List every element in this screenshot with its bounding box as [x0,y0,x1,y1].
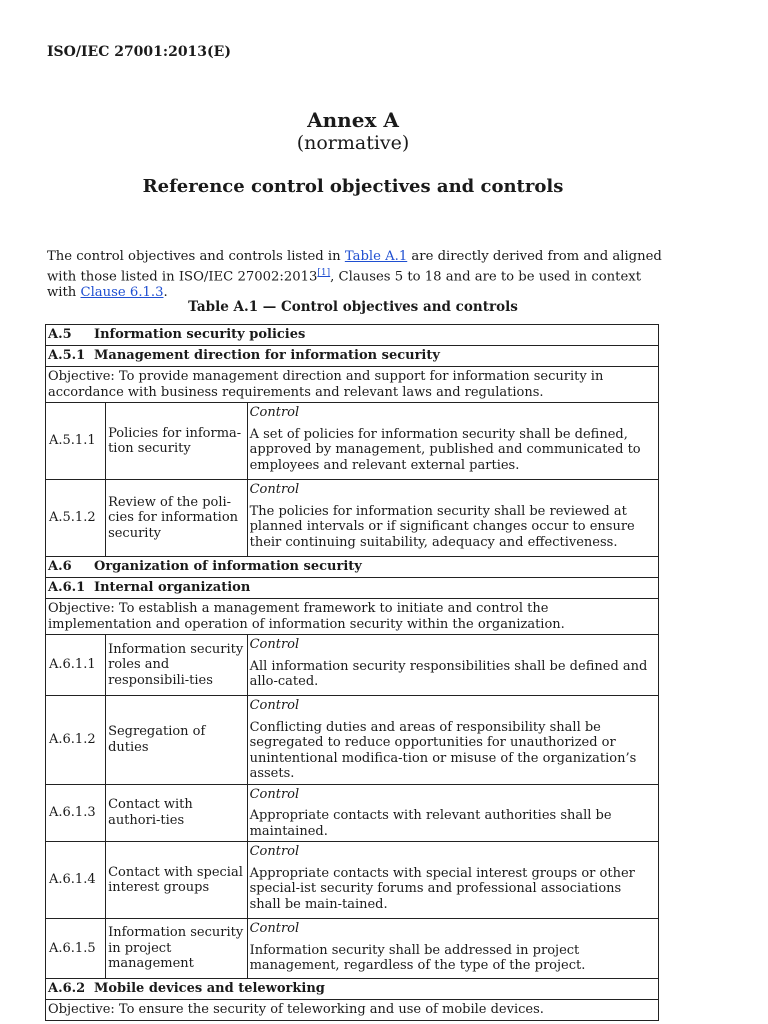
reference-link[interactable]: [1] [317,268,331,278]
section-code: A.5 [48,327,72,343]
table-row [46,842,659,919]
control-text: The policies for information security shall be reviewed at planned intervals or if significant changes occur to ensure their continuing suitability, adequacy and effectiveness. [249,503,635,550]
section-code: A.6 [48,559,72,575]
intro-text: are directly derived from and aligned with those listed in ISO/IEC 27002:2013 [47,249,662,285]
control-name: Information security in project management [106,919,248,979]
control-label: Control [249,482,300,497]
section-title: Reference control objectives and controls [142,176,564,197]
clause-link[interactable]: Clause 6.1.3 [80,285,164,301]
control-text: Conflicting duties and areas of responsibility shall be segregated to reduce opportunities for unauthorized or unintentional modifica-tion or misuse of the organization’s assets. [249,719,637,781]
intro-text: The control objectives and controls listed in [47,249,345,264]
control-label: Control [249,698,300,713]
control-label: Control [249,405,300,420]
control-name: Information security roles and responsibili-ties [106,635,248,696]
control-code: A.5.1.2 [46,480,106,557]
control-table [45,324,659,1021]
control-name: Contact with authori-ties [106,784,248,842]
control-text: Information security shall be addressed in project management, regardless of the type of the project. [249,942,586,973]
objective-row [46,367,659,403]
section-title: Information security policies [94,327,306,343]
section-row [46,325,659,346]
control-text: A set of policies for information security shall be defined, approved by management, published and communicated to employees and relevant external parties. [249,426,641,473]
table-row [46,919,659,979]
control-code: A.6.1.5 [46,919,106,979]
table-row [46,696,659,785]
control-name: Review of the poli-cies for information security [106,480,248,557]
table-row [46,480,659,557]
objective-text: Objective: To ensure the security of teleworking and use of mobile devices. [46,1000,659,1021]
control-code: A.5.1.1 [46,403,106,480]
control-name: Contact with special interest groups [106,842,248,919]
control-code: A.6.1.4 [46,842,106,919]
subsection-code: A.6.2 [48,981,86,997]
objective-text: Objective: To provide management direction and support for information security in accordance with business requirements and relevant laws and regulations. [46,367,659,403]
annex-subtitle: (normative) [296,132,410,154]
control-code: A.6.1.2 [46,696,106,785]
table-a1-link[interactable]: Table A.1 [344,249,408,264]
objective-row [46,599,659,635]
table-row [46,784,659,842]
control-code: A.6.1.1 [46,635,106,696]
table-row [46,403,659,480]
table-caption: Table A.1 — Control objectives and controls [188,299,518,315]
objective-text: Objective: To establish a management framework to initiate and control the implementation and operation of information security within the organization. [46,599,659,635]
control-name: Segregation of duties [106,696,248,785]
subsection-title: Mobile devices and teleworking [94,981,325,997]
control-code: A.6.1.3 [46,784,106,842]
intro-paragraph [47,249,667,301]
subsection-title: Internal organization [94,580,251,596]
objective-row [46,1000,659,1021]
subsection-code: A.6.1 [48,580,86,596]
subsection-code: A.5.1 [48,348,86,364]
section-title: Organization of information security [94,559,362,575]
control-label: Control [249,637,300,652]
subsection-row [46,346,659,367]
subsection-title: Management direction for information security [94,348,440,364]
intro-text: , Clauses 5 to 18 and are to be used in context with [47,269,642,301]
control-text: Appropriate contacts with special interest groups or other special-ist security forums and professional associations shall be main-tained. [249,865,635,912]
document-id: ISO/IEC 27001:2013(E) [47,44,231,60]
control-label: Control [249,786,300,802]
control-label: Control [249,921,300,936]
control-text: All information security responsibilities shall be defined and allo-cated. [249,658,648,689]
annex-title: Annex A [307,108,399,132]
control-name: Policies for informa-tion security [106,403,248,480]
section-row [46,557,659,578]
subsection-row [46,578,659,599]
control-text: Appropriate contacts with relevant authorities shall be maintained. [249,808,612,839]
intro-text: . [163,285,168,301]
subsection-row [46,979,659,1000]
table-row [46,635,659,696]
control-label: Control [249,844,300,859]
